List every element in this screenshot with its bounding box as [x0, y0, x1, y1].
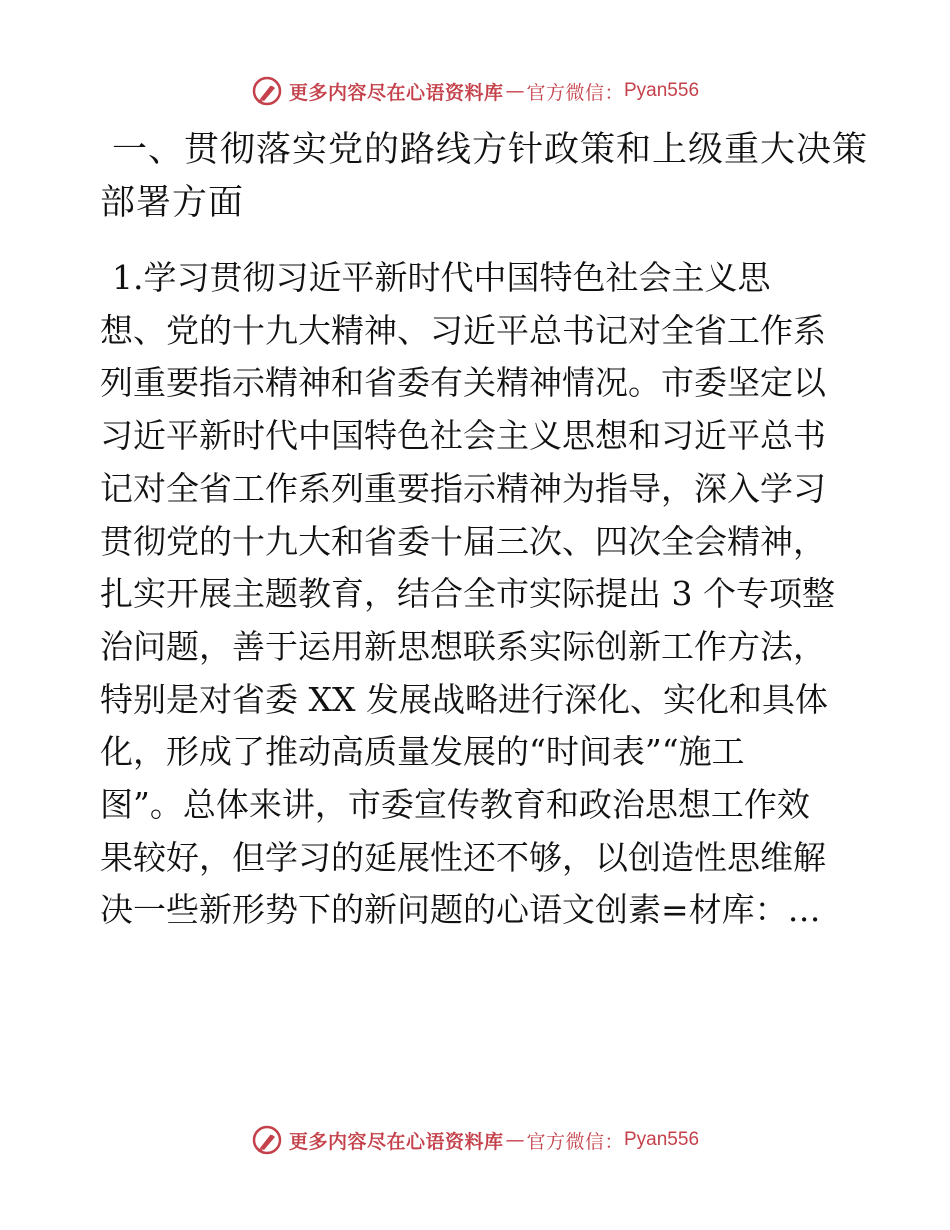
- watermark-dash: —: [505, 80, 525, 102]
- paragraph-line: 特别是对省委 XX 发展战略进行深化、实化和具体: [100, 679, 828, 719]
- pen-logo-icon: [251, 1124, 283, 1156]
- body-paragraph: [100, 252, 860, 937]
- watermark-contact-id: Pyan556: [624, 1129, 700, 1150]
- section-heading: [100, 124, 869, 230]
- paragraph-line: 决一些新形势下的新问题的心语文创素=材库：…: [100, 890, 821, 930]
- watermark-contact-label: 官方微信：: [526, 81, 624, 104]
- paragraph-line: 图”。总体来讲，市委宣传教育和政治思想工作效: [100, 785, 810, 825]
- paragraph-line: 贯彻党的十九大和省委十届三次、四次全会精神，: [100, 521, 826, 561]
- paragraph-line: 习近平新时代中国特色社会主义思想和习近平总书: [100, 416, 826, 456]
- watermark-text: 更多内容尽在心语资料库: [288, 81, 504, 104]
- pen-logo-icon: [251, 75, 283, 107]
- paragraph-line: 想、党的十九大精神、习近平总书记对全省工作系: [100, 310, 826, 350]
- watermark-contact-label: 官方微信：: [526, 1130, 624, 1153]
- paragraph-line: 化，形成了推动高质量发展的“时间表”“施工: [100, 732, 745, 772]
- paragraph-line: 1.学习贯彻习近平新时代中国特色社会主义思: [112, 258, 771, 297]
- watermark-contact-id: Pyan556: [624, 80, 700, 101]
- footer-watermark: [0, 1120, 950, 1160]
- paragraph-line: 治问题，善于运用新思想联系实际创新工作方法，: [100, 626, 826, 666]
- heading-line-1: 一、贯彻落实党的路线方针政策和上级重大决策: [112, 130, 869, 170]
- header-watermark: [0, 71, 950, 111]
- paragraph-line: 列重要指示精神和省委有关精神情况。市委坚定以: [100, 363, 826, 403]
- paragraph-line: 记对全省工作系列重要指示精神为指导，深入学习: [100, 468, 826, 508]
- heading-line-2: 部署方面: [100, 183, 245, 223]
- paragraph-line: 扎实开展主题教育，结合全市实际提出 3 个专项整: [100, 574, 835, 614]
- watermark-dash: —: [505, 1129, 525, 1151]
- paragraph-line: 果较好，但学习的延展性还不够，以创造性思维解: [100, 837, 826, 877]
- watermark-text: 更多内容尽在心语资料库: [288, 1130, 504, 1153]
